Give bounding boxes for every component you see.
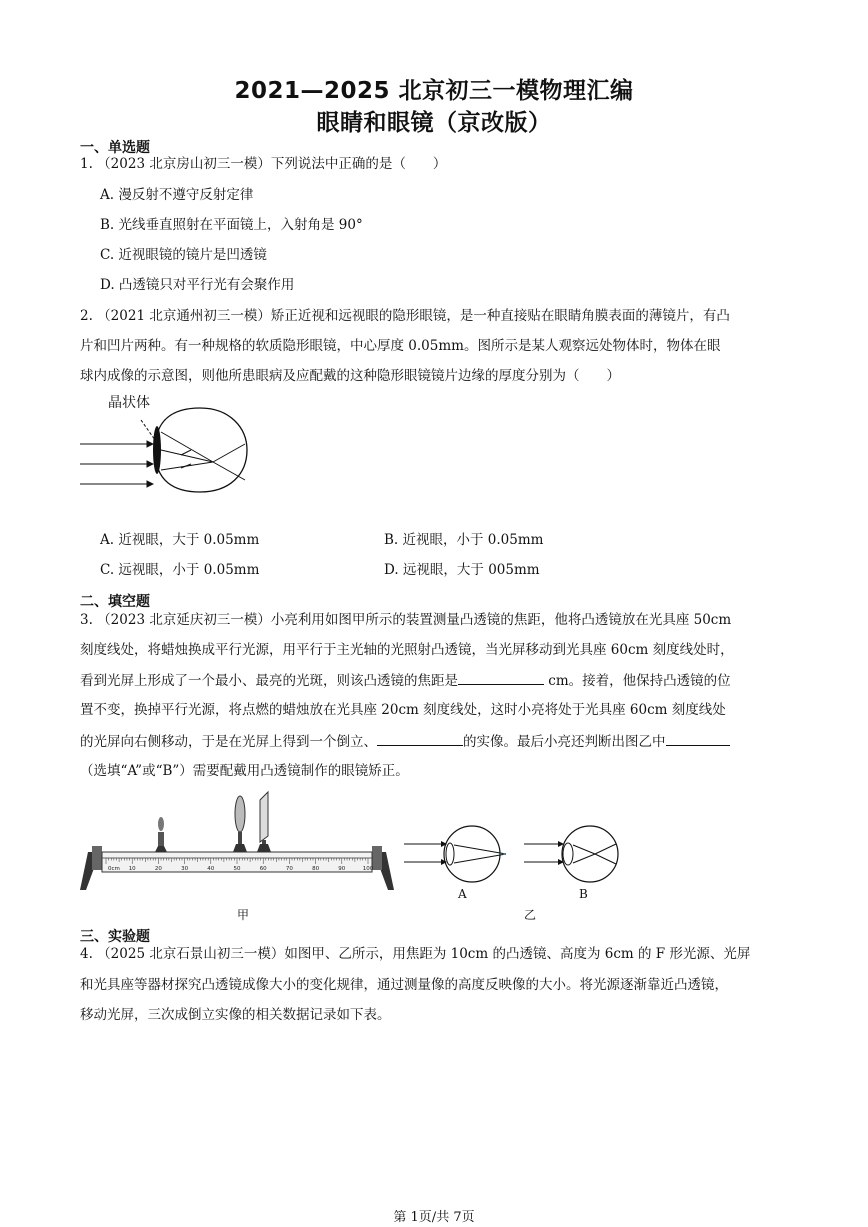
section-heading-experiment: 三、实验题	[80, 929, 150, 945]
bench-tick-label: 20	[154, 866, 162, 872]
q3-line5-part1: 的光屏向右侧移动，于是在光屏上得到一个倒立、	[80, 734, 377, 750]
q2-option-c: C. 远视眼，小于 0.05mm	[100, 562, 260, 578]
bench-tick-label: 100	[362, 866, 374, 872]
page-number: 第 1页/共 7页	[393, 1210, 475, 1225]
bench-tick-label: 30	[181, 866, 189, 872]
figure-label-jia: 甲	[237, 908, 250, 922]
q1-option-a: A. 漫反射不遵守反射定律	[100, 187, 254, 203]
q2-line1: 2. （2021 北京通州初三一模）矫正近视和远视眼的隐形眼镜，是一种直接贴在眼睛角膜表面的薄镜片，有凸	[80, 308, 730, 324]
q1-stem: 1. （2023 北京房山初三一模）下列说法中正确的是（ ）	[80, 156, 447, 172]
bench-tick-label: 40	[207, 866, 215, 872]
bench-tick-label: 90	[338, 866, 346, 872]
q3-blank-a-or-b[interactable]	[666, 731, 730, 746]
eye-diagram	[75, 400, 255, 500]
eye-diagrams-a-b	[400, 818, 630, 888]
q2-line3: 球内成像的示意图，则他所患眼病及应配戴的这种隐形眼镜镜片边缘的厚度分别为（ ）	[80, 368, 620, 384]
q3-line5-part2: 的实像。最后小亮还判断出图乙中	[463, 734, 666, 750]
q3-blank-focal-length[interactable]	[458, 670, 544, 685]
q3-line4: 置不变，换掉平行光源，将点燃的蜡烛放在光具座 20cm 刻度线处，这时小亮将处于光具座 60cm 刻度线处	[80, 702, 726, 718]
q3-blank-image-type[interactable]	[377, 731, 463, 746]
q3-line5	[80, 731, 730, 752]
q1-option-d: D. 凸透镜只对平行光有会聚作用	[100, 277, 295, 293]
figure-label-a: A	[458, 887, 467, 901]
bench-tick-label: 0cm	[108, 866, 120, 872]
bench-tick-label: 10	[128, 866, 136, 872]
q3-line2: 刻度线处，将蜡烛换成平行光源，用平行于主光轴的光照射凸透镜，当光屏移动到光具座 60cm 刻度线处时，	[80, 642, 734, 658]
figure-label-b: B	[579, 887, 588, 901]
q4-line1: 4. （2025 北京石景山初三一模）如图甲、乙所示，用焦距为 10cm 的凸透镜、高度为 6cm 的 F 形光源、光屏	[80, 946, 751, 962]
q3-line3	[80, 670, 731, 691]
q2-line2: 片和凹片两种。有一种规格的软质隐形眼镜，中心厚度 0.05mm。图所示是某人观察远处物体时，物体在眼	[80, 338, 721, 354]
q3-line1: 3. （2023 北京延庆初三一模）小亮利用如图甲所示的装置测量凸透镜的焦距，他将凸透镜放在光具座 50cm	[80, 612, 732, 628]
optical-bench-diagram	[78, 788, 398, 896]
q2-option-b: B. 近视眼，小于 0.05mm	[384, 532, 544, 548]
q3-line6: （选填“A”或“B”）需要配戴用凸透镜制作的眼镜矫正。	[80, 763, 409, 779]
q3-line3-part2: cm。接着，他保持凸透镜的位	[544, 673, 731, 689]
bench-tick-label: 60	[259, 866, 267, 872]
bench-tick-label: 70	[285, 866, 293, 872]
bench-tick-label: 50	[233, 866, 241, 872]
figure-label-yi: 乙	[524, 908, 537, 922]
doc-title-line1: 2021—2025 北京初三一模物理汇编	[234, 78, 634, 104]
eye-figure-label-lens: 晶状体	[108, 395, 150, 411]
q3-line3-part1: 看到光屏上形成了一个最小、最亮的光斑，则该凸透镜的焦距是	[80, 673, 458, 689]
q4-line3: 移动光屏，三次成倒立实像的相关数据记录如下表。	[80, 1007, 391, 1023]
section-heading-fill-blank: 二、填空题	[80, 594, 150, 610]
q2-option-d: D. 远视眼，大于 005mm	[384, 562, 540, 578]
doc-title-line2: 眼睛和眼镜（京改版）	[316, 110, 552, 136]
section-heading-single-choice: 一、单选题	[80, 140, 150, 156]
q4-line2: 和光具座等器材探究凸透镜成像大小的变化规律，通过测量像的高度反映像的大小。将光源逐渐靠近凸透镜，	[80, 977, 728, 993]
bench-tick-label: 80	[312, 866, 320, 872]
q1-option-b: B. 光线垂直照射在平面镜上，入射角是 90°	[100, 217, 363, 233]
q1-option-c: C. 近视眼镜的镜片是凹透镜	[100, 247, 267, 263]
q2-option-a: A. 近视眼，大于 0.05mm	[100, 532, 260, 548]
